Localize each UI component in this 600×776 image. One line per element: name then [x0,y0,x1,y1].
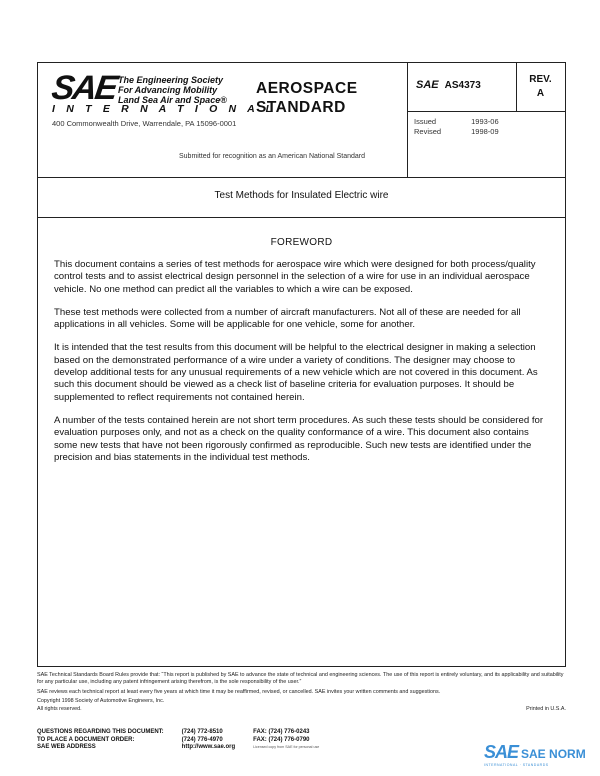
society-line-2: For Advancing Mobility [118,85,218,95]
contact-row [37,744,337,752]
contact-label: SAE WEB ADDRESS [37,744,96,751]
revision-value: A [536,88,545,99]
sae-norm-watermark [484,742,586,767]
watermark-text: SAE NORM [521,747,586,761]
society-line-3: Land Sea Air and Space® [118,95,227,105]
document-dates [414,117,529,137]
standard-type-line-2: STANDARD [256,99,346,116]
rights-text: All rights reserved. [37,705,82,712]
paragraph: It is intended that the test results from this document will be helpful to the electrical designer in making a selection based on the demonstrated performance of a wire under a variety of conditions. The designer may choose to develop additional tests for any unusual requirements of a new vehicle which are not covered in this document. As such this document should be viewed as a check list of baseline criteria for evaluation purposes. It should be supplemented to reflect requirements not contained herein. [54,342,538,403]
revision-label: REV. [529,74,552,85]
document-number [416,79,481,91]
divider [407,63,408,177]
contact-phone: (724) 772-8510 [181,729,223,735]
contact-row [37,737,337,745]
paragraph: A number of the tests contained herein are not short term procedures. As such these tests should be considered for evaluation purposes only, and not as a check on the quality conformance of a wire. This document also contains some new tests that have not been rigorously confirmed as reproducible. Such new tests are identified under the precision and bias statements in the individual test methods. [54,414,544,463]
watermark-subtext: INTERNATIONAL · STANDARDS [484,763,549,767]
contact-label: TO PLACE A DOCUMENT ORDER: [37,736,135,743]
legal-footer [37,672,566,713]
document-frame [37,62,566,667]
revision-box [516,73,565,101]
standard-type [256,79,358,117]
board-rules-text: SAE Technical Standards Board Rules provide that: “This report is published by SAE to advance the state of technical and engineering sciences. The use of this report is entirely voluntary, and its applicability and suitability for any particular use, including any patent infringement arising therefrom, is the sole responsibility of the user.” [37,672,564,686]
contact-fax: FAX: (724) 776-0243 [253,729,310,735]
international-label: I N T E R N A T I O N A L [52,103,277,115]
ans-submission-note: Submitted for recognition as an American National Standard [179,153,365,160]
society-line-1: The Engineering Society [118,75,224,85]
document-title: Test Methods for Insulated Electric wire [214,190,389,201]
society-tagline [118,75,258,105]
contact-fax: FAX: (724) 776-0790 [253,736,310,743]
foreword-body [54,259,550,475]
doc-number-value: AS4373 [444,80,481,91]
contact-row [37,729,337,737]
license-note: Licensed copy from SAE for personal use [253,745,320,750]
contact-table [37,729,337,752]
society-address: 400 Commonwealth Drive, Warrendale, PA 15096-0001 [52,119,237,128]
paragraph: These test methods were collected from a number of aircraft manufacturers. Not all of these are needed for all applications in all vehicles. Some will be applicable for one vehicle, some for another. [54,306,521,331]
standard-type-line-1: AEROSPACE [256,80,358,97]
revised-label: Revised [414,127,442,136]
title-bar [38,177,565,218]
doc-prefix-logo: SAE [416,79,439,91]
contact-phone: (724) 776-4970 [181,736,223,743]
divider [407,111,565,112]
revised-date: 1998-09 [471,127,499,136]
copyright-text: Copyright 1998 Society of Automotive Engineers, Inc. [37,698,165,705]
watermark-logo: SAE [484,742,519,762]
paragraph: This document contains a series of test methods for aerospace wire which were designed for both process/quality control tests and to assist electrical design personnel in the selection of a wire for use in an individual aerospace vehicle. No one method can predict all the variables to which a wire can be exposed. [54,259,536,295]
sae-logo-text: SAE [49,69,119,107]
document-header [38,63,565,178]
web-address-link[interactable]: http://www.sae.org [181,744,236,751]
sae-logo [49,69,227,107]
issued-label: Issued [414,117,437,126]
foreword-heading: FOREWORD [270,237,333,248]
issued-date: 1993-06 [471,117,499,126]
printed-in: Printed in U.S.A. [526,705,566,712]
contact-label: QUESTIONS REGARDING THIS DOCUMENT: [37,729,164,735]
review-text: SAE reviews each technical report at least every five years at which time it may be reaffirmed, revised, or cancelled. SAE invites your written comments and suggestions. [37,688,441,695]
